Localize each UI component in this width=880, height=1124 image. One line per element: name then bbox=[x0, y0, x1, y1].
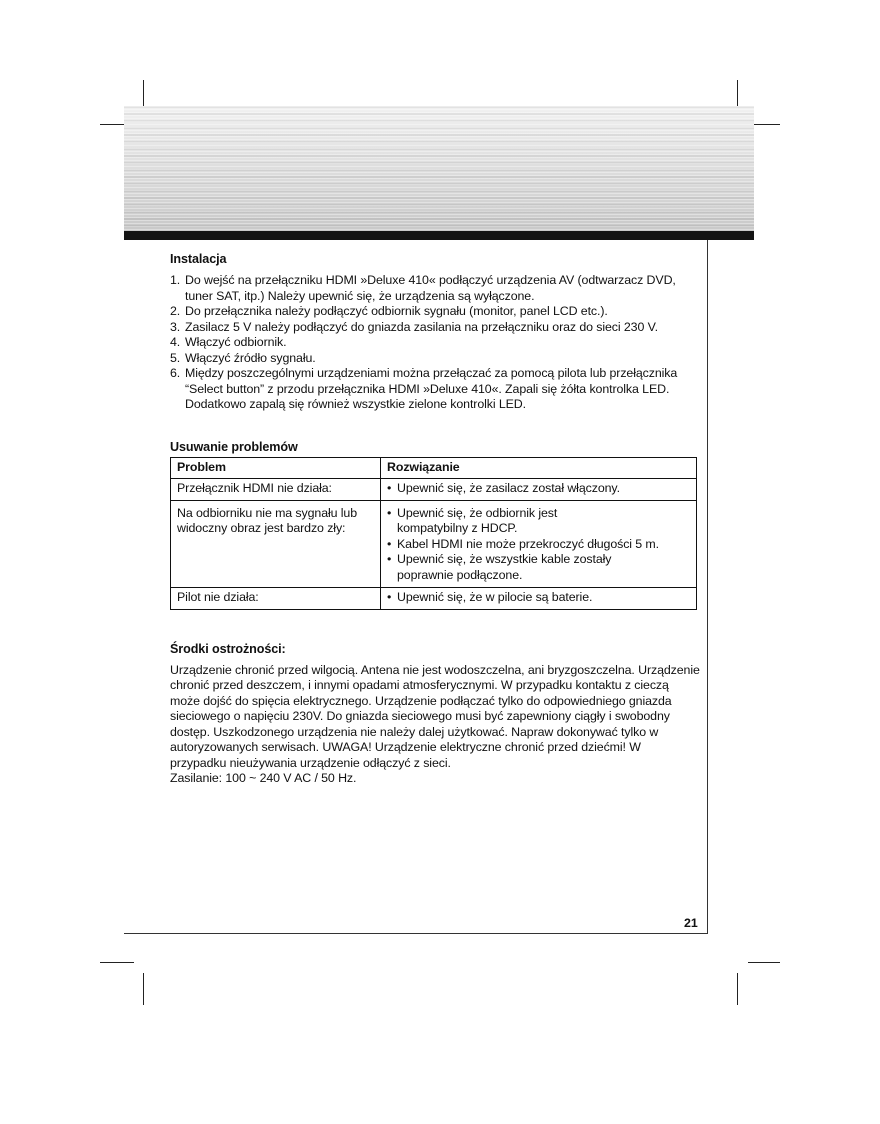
header-decorative-band bbox=[124, 106, 754, 231]
step-text: Zasilacz 5 V należy podłączyć do gniazda zasilania na przełączniku oraz do sieci 230 V. bbox=[185, 319, 658, 334]
bullet-glyph: • bbox=[387, 552, 392, 566]
page-number: 21 bbox=[684, 916, 698, 930]
right-margin-rule bbox=[707, 240, 708, 934]
solution-cell bbox=[381, 588, 697, 610]
safety-body bbox=[170, 663, 700, 787]
installation-steps bbox=[170, 273, 700, 413]
crop-mark-br-horizontal bbox=[748, 962, 780, 963]
bullet-glyph: • bbox=[387, 481, 392, 495]
solution-bullet bbox=[387, 537, 690, 553]
step-number: 5. bbox=[170, 350, 181, 365]
troubleshooting-table bbox=[170, 457, 697, 610]
list-item bbox=[170, 335, 700, 351]
table-row bbox=[171, 479, 697, 501]
list-item bbox=[170, 366, 700, 413]
troubleshooting-heading: Usuwanie problemów bbox=[170, 439, 298, 454]
solution-text: Upewnić się, że w pilocie są baterie. bbox=[397, 590, 593, 604]
installation-heading: Instalacja bbox=[170, 252, 227, 266]
problem-cell: Przełącznik HDMI nie działa: bbox=[171, 479, 381, 501]
list-item bbox=[170, 320, 700, 336]
step-text: Do przełącznika należy podłączyć odbiornik sygnału (monitor, panel LCD etc.). bbox=[185, 304, 608, 318]
solution-text: Upewnić się, że odbiornik jest kompatybilny z HDCP. bbox=[397, 505, 558, 535]
step-number: 2. bbox=[170, 304, 181, 318]
crop-mark-bl-vertical bbox=[143, 973, 144, 1005]
list-item bbox=[170, 304, 700, 320]
safety-section bbox=[170, 642, 700, 787]
column-header-problem: Problem bbox=[171, 457, 381, 479]
bullet-glyph: • bbox=[387, 590, 392, 604]
step-number: 4. bbox=[170, 335, 181, 349]
step-number: 1. bbox=[170, 273, 181, 287]
header-black-bar bbox=[124, 231, 754, 240]
table-row bbox=[171, 588, 697, 610]
step-number: 6. bbox=[170, 366, 181, 380]
column-header-solution: Rozwiązanie bbox=[381, 457, 697, 479]
solution-text: Upewnić się, że zasilacz został włączony. bbox=[397, 481, 620, 495]
solution-text: Kabel HDMI nie może przekroczyć długości 5 m. bbox=[397, 536, 659, 551]
troubleshooting-section bbox=[170, 440, 700, 610]
bullet-glyph: • bbox=[387, 505, 392, 520]
list-item bbox=[170, 351, 700, 367]
table-row bbox=[171, 500, 697, 588]
installation-section bbox=[170, 252, 700, 413]
crop-mark-bl-horizontal bbox=[100, 962, 134, 963]
step-text: Włączyć odbiornik. bbox=[185, 335, 287, 349]
step-text: Między poszczególnymi urządzeniami można przełączać za pomocą pilota lub przełącznika “Select button” z przodu przełącznika HDMI »Deluxe 410«. Zapali się żółta kontrolka LED. Dodatkowo zapalą się również wszystkie zielone kontrolki LED. bbox=[185, 366, 678, 411]
crop-mark-br-vertical bbox=[737, 973, 738, 1005]
safety-paragraph: Urządzenie chronić przed wilgocią. Antena nie jest wodoszczelna, ani bryzgoszczelna. Urządzenie chronić przed deszczem, i innymi opadami atmosferycznymi. W przypadku kontaktu z cieczą może dojść do spięcia elektrycznego. Urządzenie podłączać tylko do odpowiedniego gniazda sieciowego o napięciu 230V. Do gniazda sieciowego musi być zapewniony ciągły i swobodny dostęp. Uszkodzonego urządzenia nie należy dalej użytkować. Napraw dokonywać tylko w autoryzowanych serwisach. UWAGA! Urządzenie elektryczne chronić przed dziećmi! W przypadku nieużywania urządzenie odłączyć z sieci. bbox=[170, 662, 700, 770]
power-spec: Zasilanie: 100 ~ 240 V AC / 50 Hz. bbox=[170, 771, 357, 785]
solution-bullet bbox=[387, 552, 690, 583]
bullet-glyph: • bbox=[387, 536, 392, 551]
page-content bbox=[170, 252, 700, 787]
list-item bbox=[170, 273, 700, 304]
step-text: Włączyć źródło sygnału. bbox=[185, 350, 316, 365]
solution-bullet bbox=[387, 481, 690, 497]
step-text: Do wejść na przełączniku HDMI »Deluxe 410« podłączyć urządzenia AV (odtwarzacz DVD, tuner SAT, itp.) Należy upewnić się, że urządzenia są wyłączone. bbox=[185, 273, 676, 303]
safety-heading: Środki ostrożności: bbox=[170, 641, 286, 656]
problem-cell: Pilot nie działa: bbox=[171, 588, 381, 610]
solution-bullet bbox=[387, 590, 690, 606]
solution-bullet bbox=[387, 506, 690, 537]
table-header-row bbox=[171, 457, 697, 479]
solution-cell bbox=[381, 479, 697, 501]
solution-cell bbox=[381, 500, 697, 588]
solution-text: Upewnić się, że wszystkie kable zostały poprawnie podłączone. bbox=[397, 552, 612, 582]
step-number: 3. bbox=[170, 319, 181, 334]
problem-cell: Na odbiorniku nie ma sygnału lub widoczny obraz jest bardzo zły: bbox=[171, 500, 381, 588]
bottom-margin-rule bbox=[124, 933, 708, 934]
